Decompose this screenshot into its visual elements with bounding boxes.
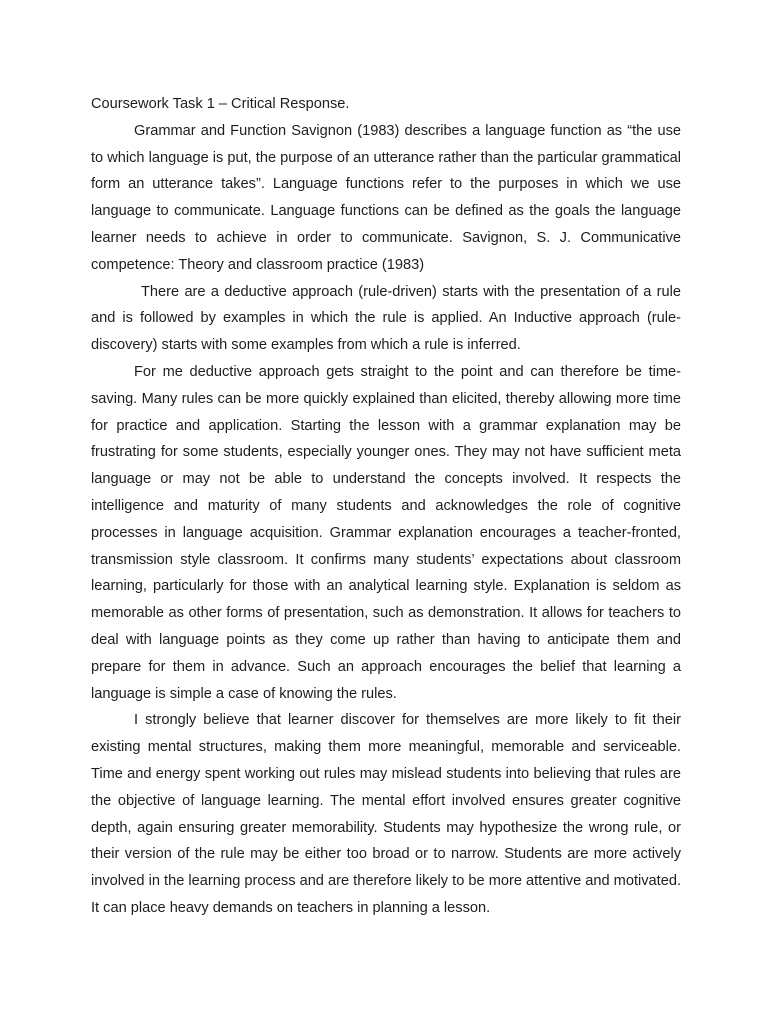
paragraph-approaches: There are a deductive approach (rule-driven) starts with the presentation of a rule and is followed by examples in which the rule is applied. An Inductive approach (rule-discovery) starts with some examples from which a rule is inferred.	[91, 283, 681, 354]
document-heading: Coursework Task 1 – Critical Response.	[91, 96, 350, 112]
paragraph-deductive: For me deductive approach gets straight to the point and can therefore be time-saving. Many rules can be more quickly explained than elicited, thereby allowing more time for practice and application. Starting the lesson with a grammar explanation may be frustrating for some students, especially younger ones. They may not have sufficient meta language or may not be able to understand the concepts involved. It respects the intelligence and maturity of many students and acknowledges the role of cognitive processes in language acquisition. Grammar explanation encourages a teacher-fronted, transmission style classroom. It confirms many students’ expectations about classroom learning, particularly for those with an analytical learning style. Explanation is seldom as memorable as other forms of presentation, such as demonstration. It allows for teachers to deal with language points as they come up rather than having to anticipate them and prepare for them in advance. Such an approach encourages the belief that learning a language is simple a case of knowing the rules.	[91, 363, 681, 702]
paragraph-grammar-function: Grammar and Function Savignon (1983) describes a language function as “the use to which language is put, the purpose of an utterance rather than the particular grammatical form an utterance takes”. Language functions refer to the purposes in which we use language to communicate. Language functions can be defined as the goals the language learner needs to achieve in order to communicate. Savignon, S. J. Communicative competence: Theory and classroom practice (1983)	[91, 122, 681, 273]
paragraph-inductive: I strongly believe that learner discover for themselves are more likely to fit their existing mental structures, making them more meaningful, memorable and serviceable. Time and energy spent working out rules may mislead students into believing that rules are the objective of language learning. The mental effort involved ensures greater cognitive depth, again ensuring greater memorability. Students may hypothesize the wrong rule, or their version of the rule may be either too broad or to narrow. Students are more actively involved in the learning process and are therefore likely to be more attentive and motivated. It can place heavy demands on teachers in planning a lesson.	[91, 712, 681, 916]
